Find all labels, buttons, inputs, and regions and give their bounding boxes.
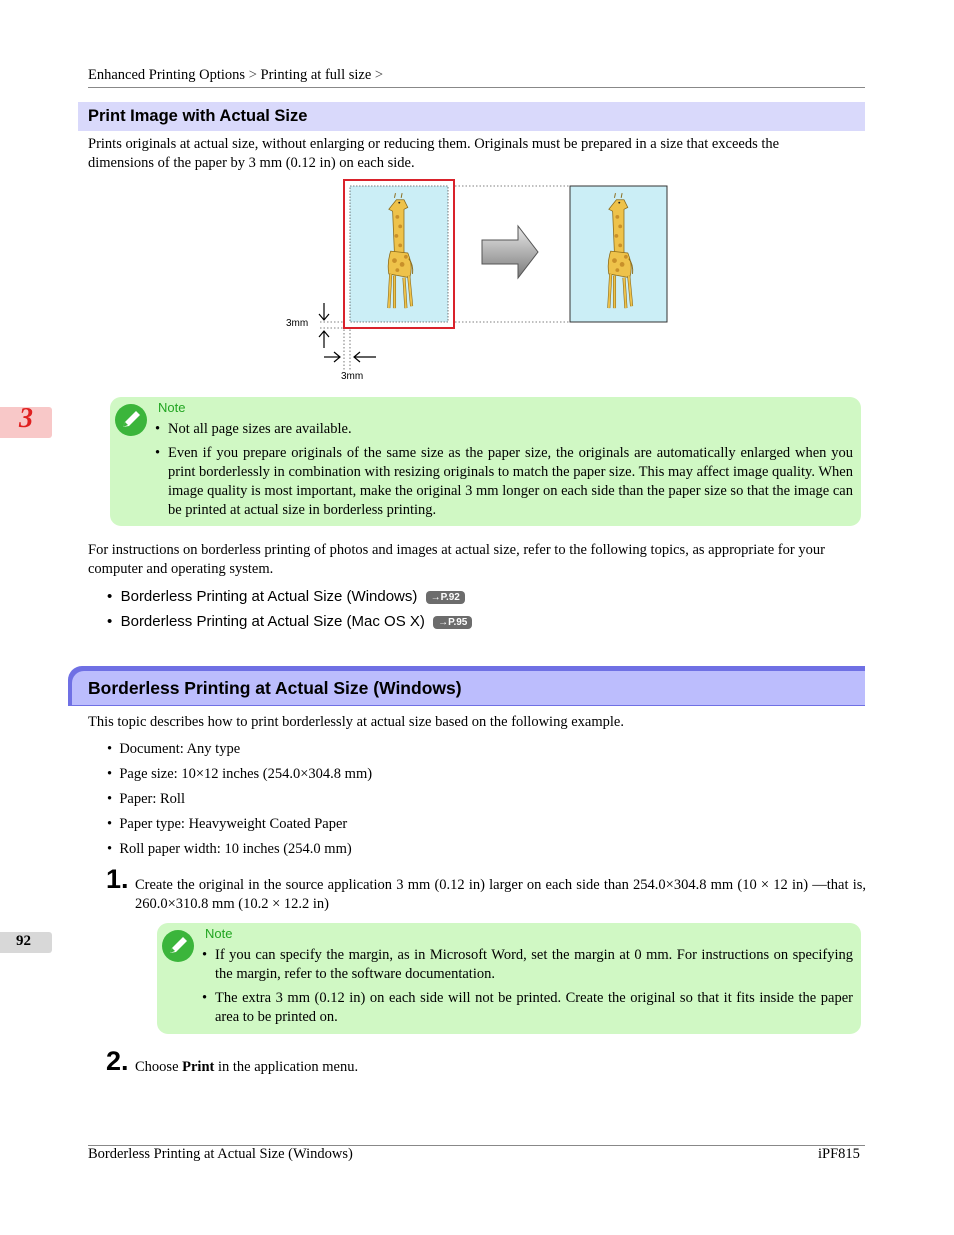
actual-size-illustration — [280, 176, 680, 391]
footer-section-title: Borderless Printing at Actual Size (Windows) — [88, 1146, 353, 1162]
note-label: Note — [158, 400, 186, 415]
breadcrumb-link-enhanced-printing[interactable]: Enhanced Printing Options — [88, 67, 246, 83]
step-text: Choose Print in the application menu. — [135, 1059, 359, 1075]
example-item: • Page size: 10×12 inches (254.0×304.8 mm) — [107, 766, 373, 782]
margin-label-vertical: 3mm — [286, 318, 309, 329]
pencil-icon — [114, 403, 148, 437]
page-number: 92 — [16, 933, 31, 949]
section-title: Print Image with Actual Size — [88, 107, 308, 125]
note-box — [157, 923, 861, 1034]
note-item: • If you can specify the margin, as in Microsoft Word, set the margin at 0 mm. For instructions on specifying the margin, refer to the software documentation. — [202, 947, 853, 982]
right-arrow-icon — [482, 226, 538, 278]
note-label: Note — [205, 926, 233, 941]
note-item: • Not all page sizes are available. — [155, 421, 352, 437]
step-text: Create the original in the source application 3 mm (0.12 in) larger on each side than 254.0×304.8 mm (10 × 12 in) —that is, 260.0×310.8 mm (10.2 × 12.2 in) — [135, 877, 866, 912]
section-title: Borderless Printing at Actual Size (Windows) — [88, 678, 462, 698]
chapter-number: 3 — [19, 403, 33, 434]
example-item: • Document: Any type — [107, 741, 241, 757]
footer-model-name: iPF815 — [818, 1146, 860, 1162]
instructions-paragraph: For instructions on borderless printing of photos and images at actual size, refer to the following topics, as appropriate for your computer and operating system. — [88, 542, 825, 577]
note-box — [110, 397, 861, 526]
menu-item-print: Print — [182, 1059, 215, 1075]
intro-paragraph: Prints originals at actual size, without enlarging or reducing them. Originals must be prepared in a size that exceeds the dimensions of the paper by 3 mm (0.12 in) on each side. — [88, 136, 780, 171]
example-item: • Paper: Roll — [107, 791, 185, 807]
margin-label-horizontal: 3mm — [341, 371, 364, 382]
step-number: 1. — [106, 864, 129, 894]
topic-link-windows[interactable]: • Borderless Printing at Actual Size (Windows) →P.92 — [107, 588, 465, 605]
header-divider — [88, 87, 865, 88]
page-ref-badge[interactable]: →P.92 — [426, 591, 465, 604]
topic-link-label[interactable]: Borderless Printing at Actual Size (Windows) — [120, 588, 418, 605]
breadcrumb — [88, 67, 383, 84]
topic-link-macos[interactable]: • Borderless Printing at Actual Size (Mac OS X) →P.95 — [107, 613, 472, 630]
topic-link-label[interactable]: Borderless Printing at Actual Size (Mac OS X) — [120, 613, 425, 630]
section-intro: This topic describes how to print borderlessly at actual size based on the following example. — [88, 714, 624, 730]
page-ref-badge[interactable]: →P.95 — [433, 616, 472, 629]
pencil-icon — [161, 929, 195, 963]
breadcrumb-separator: > — [374, 67, 384, 83]
breadcrumb-link-printing-full-size[interactable]: Printing at full size — [260, 67, 372, 83]
step-number: 2. — [106, 1046, 129, 1076]
example-item: • Roll paper width: 10 inches (254.0 mm) — [107, 841, 352, 857]
note-item: • Even if you prepare originals of the same size as the paper size, the originals are automatically enlarged when you print borderlessly in combination with resizing originals to match the paper size. This may affect image quality. When image quality is most important, make the original 3 mm longer on each side than the paper size so that the image can be printed at actual size in borderless printing. — [155, 445, 853, 518]
note-item: • The extra 3 mm (0.12 in) on each side will not be printed. Create the original so that it fits inside the paper area to be printed on. — [202, 990, 853, 1025]
breadcrumb-separator: > — [248, 67, 257, 83]
example-item: • Paper type: Heavyweight Coated Paper — [107, 816, 348, 832]
